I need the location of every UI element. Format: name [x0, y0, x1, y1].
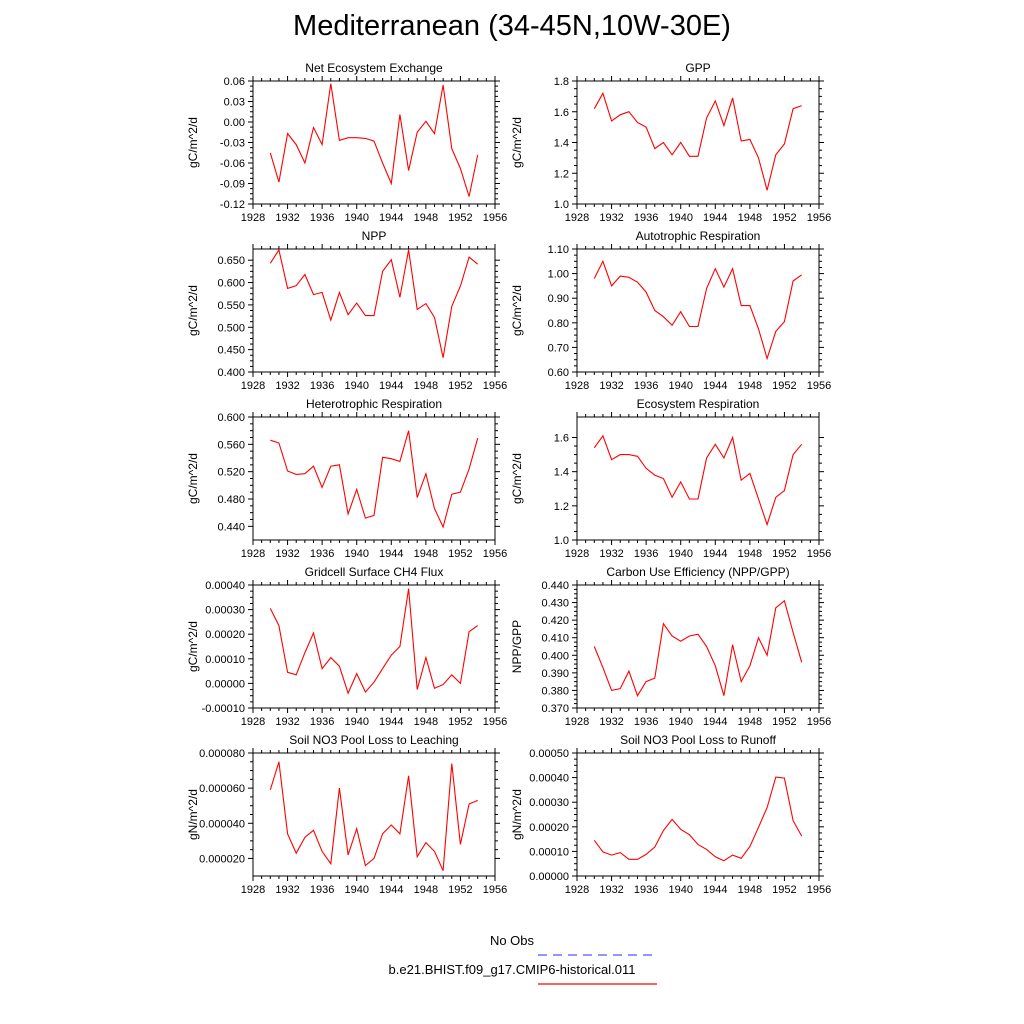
- panel-8-xtick-label: 1928: [564, 716, 590, 728]
- panel-3-xtick-label: 1952: [448, 380, 473, 392]
- panel-5-xtick-label: 1952: [448, 548, 473, 560]
- panel-1-xtick-label: 1944: [379, 212, 404, 224]
- panel-8-xtick-label: 1956: [806, 716, 832, 728]
- panel-8-series-line: [594, 601, 801, 696]
- panel-8-xtick-label: 1952: [772, 716, 797, 728]
- panel-6-frame: [577, 417, 819, 540]
- panel-4-ylabel: gC/m^2/d: [510, 285, 524, 336]
- panel-7-ylabel: gC/m^2/d: [186, 621, 200, 672]
- panel-9-xtick-label: 1956: [482, 884, 508, 896]
- panel-1-ytick-label: 0.03: [223, 96, 245, 109]
- panel-5-xtick-label: 1940: [344, 548, 369, 560]
- panel-1-xtick-label: 1952: [448, 212, 473, 224]
- panel-1-xtick-label: 1940: [344, 212, 369, 224]
- panel-10-title: Soil NO3 Pool Loss to Runoff: [620, 733, 776, 747]
- panel-9-xtick-label: 1952: [448, 884, 473, 896]
- panel-3-ytick-label: 0.650: [217, 255, 245, 268]
- panel-10-series-line: [594, 777, 801, 861]
- panel-3-xtick-label: 1936: [309, 380, 335, 392]
- panel-6-xtick-label: 1936: [633, 548, 659, 560]
- panel-10-xtick-label: 1932: [599, 884, 624, 896]
- panel-7-ytick-label: -0.00010: [201, 703, 245, 715]
- panel-8-ytick-label: 0.380: [541, 685, 569, 698]
- panel-3-title: NPP: [361, 229, 387, 243]
- panel-7-xtick-label: 1948: [413, 716, 439, 728]
- legend-label-no-obs: No Obs: [489, 933, 535, 948]
- panel-1-ytick-label: -0.03: [219, 137, 245, 150]
- panel-5-ytick-label: 0.600: [217, 412, 245, 424]
- panel-10-xtick-label: 1948: [737, 884, 763, 896]
- panel-7-xtick-label: 1936: [309, 716, 335, 728]
- panel-3-ylabel: gC/m^2/d: [186, 285, 200, 336]
- figure-title: Mediterranean (34-45N,10W-30E): [293, 10, 731, 42]
- panel-4-xtick-label: 1944: [703, 380, 728, 392]
- panel-6-xtick-label: 1932: [599, 548, 624, 560]
- panel-10-xtick-label: 1952: [772, 884, 797, 896]
- panel-7-xtick-label: 1932: [275, 716, 300, 728]
- panel-6-xtick-label: 1948: [737, 548, 763, 560]
- panel-10-xtick-label: 1956: [806, 884, 832, 896]
- panel-8-xtick-label: 1944: [703, 716, 728, 728]
- panel-1-series-line: [270, 84, 477, 197]
- panel-1-ylabel: gC/m^2/d: [186, 117, 200, 168]
- panel-5-xtick-label: 1956: [482, 548, 508, 560]
- panel-2-xtick-label: 1952: [772, 212, 797, 224]
- panel-4-xtick-label: 1928: [564, 380, 590, 392]
- panel-5-ylabel: gC/m^2/d: [186, 453, 200, 504]
- panel-8-xtick-label: 1940: [668, 716, 693, 728]
- panel-4-series-line: [594, 261, 801, 358]
- panel-10-ytick-label: 0.00020: [529, 821, 569, 834]
- panel-7-series-line: [270, 589, 477, 694]
- panel-3-ytick-label: 0.500: [217, 322, 245, 335]
- panel-6-xtick-label: 1940: [668, 548, 693, 560]
- panel-2-xtick-label: 1940: [668, 212, 693, 224]
- panel-7-xtick-label: 1944: [379, 716, 404, 728]
- panel-1-xtick-label: 1928: [240, 212, 266, 224]
- panel-5-xtick-label: 1944: [379, 548, 404, 560]
- panel-9-ytick-label: 0.000060: [199, 783, 245, 796]
- panel-1-ytick-label: 0.06: [223, 76, 245, 88]
- panel-5-ytick-label: 0.440: [217, 521, 245, 534]
- panel-6-ytick-label: 1.6: [553, 432, 569, 445]
- panel-2-xtick-label: 1936: [633, 212, 659, 224]
- panel-10-ytick-label: 0.00030: [529, 797, 569, 810]
- panel-10-xtick-label: 1940: [668, 884, 693, 896]
- legend-label-model: b.e21.BHIST.f09_g17.CMIP6-historical.011: [388, 962, 636, 977]
- panel-7-title: Gridcell Surface CH4 Flux: [304, 565, 444, 579]
- panel-3-ytick-label: 0.600: [217, 277, 245, 290]
- panel-10-frame: [577, 753, 819, 876]
- panel-3-xtick-label: 1944: [379, 380, 404, 392]
- panel-8-ytick-label: 0.410: [541, 632, 569, 645]
- panel-2-title: GPP: [685, 61, 711, 75]
- panel-4-ytick-label: 0.90: [547, 293, 569, 306]
- panel-8-ytick-label: 0.440: [541, 580, 569, 592]
- panel-2-frame: [577, 81, 819, 204]
- panel-1-xtick-label: 1932: [275, 212, 300, 224]
- panel-2-xtick-label: 1956: [806, 212, 832, 224]
- panel-7-xtick-label: 1928: [240, 716, 266, 728]
- panel-3-ytick-label: 0.400: [217, 367, 245, 379]
- panel-5-ytick-label: 0.480: [217, 494, 245, 506]
- panel-3-ytick-label: 0.550: [217, 299, 245, 312]
- panel-6-ytick-label: 1.4: [553, 466, 569, 479]
- panel-8-ytick-label: 0.430: [541, 597, 569, 610]
- panel-4-ytick-label: 0.80: [547, 317, 569, 330]
- panel-9-xtick-label: 1948: [413, 884, 439, 896]
- panel-6-xtick-label: 1952: [772, 548, 797, 560]
- panel-10-ytick-label: 0.00040: [529, 772, 569, 785]
- panel-10-xtick-label: 1936: [633, 884, 659, 896]
- panel-5-frame: [253, 417, 495, 540]
- panel-9-title: Soil NO3 Pool Loss to Leaching: [289, 733, 459, 747]
- panel-2-ytick-label: 1.4: [553, 137, 569, 150]
- panel-2-xtick-label: 1928: [564, 212, 590, 224]
- panel-7-xtick-label: 1940: [344, 716, 369, 728]
- panel-1-ytick-label: 0.00: [223, 117, 245, 129]
- panel-7-ytick-label: 0.00020: [205, 629, 245, 642]
- panel-2-ytick-label: 1.8: [553, 76, 569, 88]
- panel-3-xtick-label: 1948: [413, 380, 439, 392]
- panel-4-xtick-label: 1956: [806, 380, 832, 392]
- panel-3-frame: [253, 249, 495, 372]
- panel-6-title: Ecosystem Respiration: [636, 397, 760, 411]
- panel-2-series-line: [594, 93, 801, 190]
- panel-9-xtick-label: 1932: [275, 884, 300, 896]
- panel-8-xtick-label: 1932: [599, 716, 624, 728]
- panel-6-ytick-label: 1.0: [553, 535, 569, 547]
- panel-9-xtick-label: 1928: [240, 884, 266, 896]
- panel-2-ylabel: gC/m^2/d: [510, 117, 524, 168]
- panel-6-xtick-label: 1928: [564, 548, 590, 560]
- panel-4-xtick-label: 1952: [772, 380, 797, 392]
- panel-7-frame: [253, 585, 495, 708]
- panel-9-ytick-label: 0.000040: [199, 818, 245, 831]
- panel-7-ytick-label: 0.00040: [205, 580, 245, 592]
- panel-9-xtick-label: 1936: [309, 884, 335, 896]
- panel-1-title: Net Ecosystem Exchange: [305, 61, 443, 75]
- panel-10-ytick-label: 0.00000: [529, 871, 569, 883]
- panel-7-xtick-label: 1956: [482, 716, 508, 728]
- panel-1-ytick-label: -0.12: [219, 199, 245, 211]
- panel-5-xtick-label: 1932: [275, 548, 300, 560]
- panel-4-xtick-label: 1948: [737, 380, 763, 392]
- panel-7-ytick-label: 0.00010: [205, 653, 245, 666]
- panel-8-ylabel: NPP/GPP: [510, 619, 524, 674]
- panel-1-xtick-label: 1956: [482, 212, 508, 224]
- panel-2-xtick-label: 1932: [599, 212, 624, 224]
- panel-1-xtick-label: 1948: [413, 212, 439, 224]
- panel-9-series-line: [270, 762, 477, 871]
- panel-3-xtick-label: 1932: [275, 380, 300, 392]
- panel-6-xtick-label: 1956: [806, 548, 832, 560]
- panel-4-ytick-label: 0.60: [547, 367, 569, 379]
- panel-1-ytick-label: -0.09: [219, 178, 245, 191]
- panel-10-ylabel: gN/m^2/d: [510, 789, 524, 840]
- panel-9-xtick-label: 1940: [344, 884, 369, 896]
- panel-8-title: Carbon Use Efficiency (NPP/GPP): [606, 565, 790, 579]
- panel-10-xtick-label: 1928: [564, 884, 590, 896]
- panel-7-ytick-label: 0.00000: [205, 678, 245, 691]
- panel-3-xtick-label: 1928: [240, 380, 266, 392]
- panel-3-ytick-label: 0.450: [217, 344, 245, 357]
- panel-3-xtick-label: 1940: [344, 380, 369, 392]
- panel-9-ylabel: gN/m^2/d: [186, 789, 200, 840]
- panel-4-frame: [577, 249, 819, 372]
- panel-1-xtick-label: 1936: [309, 212, 335, 224]
- panel-5-xtick-label: 1936: [309, 548, 335, 560]
- panel-5-ytick-label: 0.560: [217, 439, 245, 452]
- panel-8-ytick-label: 0.420: [541, 615, 569, 628]
- panel-7-xtick-label: 1952: [448, 716, 473, 728]
- panel-3-series-line: [270, 250, 477, 358]
- panel-8-ytick-label: 0.390: [541, 667, 569, 680]
- panel-6-ylabel: gC/m^2/d: [510, 453, 524, 504]
- panel-4-xtick-label: 1940: [668, 380, 693, 392]
- panel-3-xtick-label: 1956: [482, 380, 508, 392]
- panel-4-xtick-label: 1932: [599, 380, 624, 392]
- panel-1-ytick-label: -0.06: [219, 158, 245, 170]
- panel-6-xtick-label: 1944: [703, 548, 728, 560]
- panel-8-ytick-label: 0.370: [541, 703, 569, 715]
- panel-5-title: Heterotrophic Respiration: [305, 397, 443, 411]
- panel-4-ytick-label: 1.00: [547, 268, 569, 281]
- panel-2-ytick-label: 1.2: [553, 168, 569, 181]
- panel-2-xtick-label: 1944: [703, 212, 728, 224]
- panel-7-ytick-label: 0.00030: [205, 604, 245, 617]
- panel-8-xtick-label: 1936: [633, 716, 659, 728]
- panel-4-title: Autotrophic Respiration: [635, 229, 761, 243]
- panel-8-xtick-label: 1948: [737, 716, 763, 728]
- panel-4-xtick-label: 1936: [633, 380, 659, 392]
- panel-5-series-line: [270, 431, 477, 527]
- panel-9-xtick-label: 1944: [379, 884, 404, 896]
- panel-5-ytick-label: 0.520: [217, 466, 245, 479]
- panel-6-ytick-label: 1.2: [553, 500, 569, 513]
- panel-10-ytick-label: 0.00010: [529, 846, 569, 859]
- panel-5-xtick-label: 1928: [240, 548, 266, 560]
- panel-2-ytick-label: 1.0: [553, 199, 569, 211]
- panel-6-series-line: [594, 436, 801, 525]
- panel-5-xtick-label: 1948: [413, 548, 439, 560]
- panel-2-ytick-label: 1.6: [553, 106, 569, 119]
- panel-10-xtick-label: 1944: [703, 884, 728, 896]
- panel-4-ytick-label: 1.10: [547, 244, 569, 256]
- panel-4-ytick-label: 0.70: [547, 342, 569, 355]
- panel-9-ytick-label: 0.000080: [199, 748, 245, 760]
- panel-9-ytick-label: 0.000020: [199, 853, 245, 866]
- panel-10-ytick-label: 0.00050: [529, 748, 569, 760]
- panel-2-xtick-label: 1948: [737, 212, 763, 224]
- panel-8-ytick-label: 0.400: [541, 650, 569, 663]
